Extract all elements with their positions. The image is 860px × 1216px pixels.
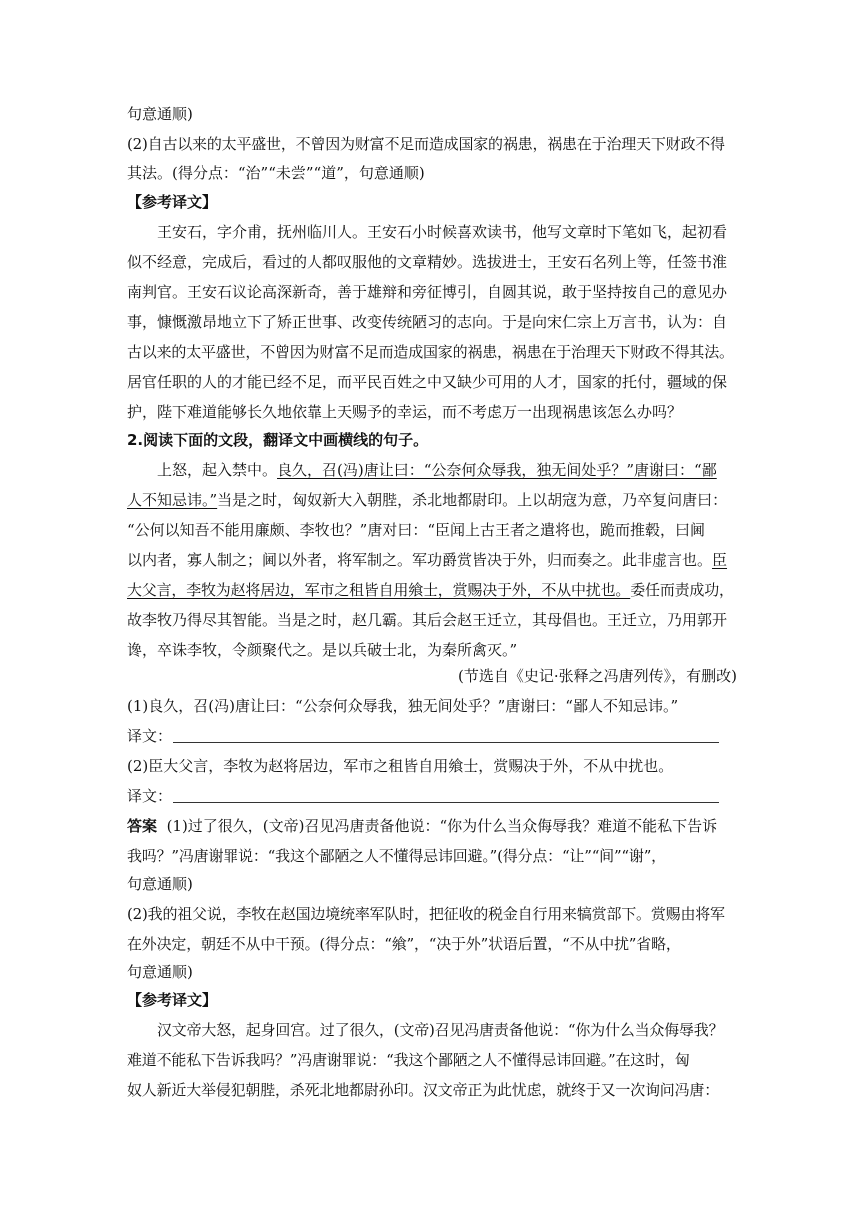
answer-label: 答案	[127, 817, 158, 835]
answer-line: 在外决定，朝廷不从中干预。(得分点：“飨”，“决于外”状语后置，“不从中扰”省略，	[127, 935, 681, 953]
passage-source-citation: (节选自《史记·张释之冯唐列传》，有删改)	[458, 667, 737, 685]
passage-text: 以内者，寡人制之；阃以外者，将军制之。军功爵赏皆决于外，归而奏之。此非虚言也。	[127, 551, 713, 569]
section-heading-reference-translation: 【参考译文】	[127, 991, 218, 1009]
section-heading-reference-translation: 【参考译文】	[127, 193, 218, 211]
answer-2-line-2: 其法。(得分点：“治”“未尝”“道”，句意通顺)	[127, 164, 425, 182]
classical-passage-line: “公何以知吾不能用廉颇、李牧也？”唐对曰：“臣闻上古王者之遣将也，跪而推毂，曰阃	[127, 521, 706, 539]
underlined-sentence-2: 臣	[712, 551, 728, 569]
passage-text: 委任而责成功，	[630, 581, 734, 599]
classical-passage-line	[127, 580, 734, 600]
question-2-heading: 2.阅读下面的文段，翻译文中画横线的句子。	[127, 431, 429, 449]
classical-passage-line	[127, 550, 727, 570]
classical-passage-line: 故李牧乃得尽其智能。当是之时，赵几霸。其后会赵王迁立，其母倡也。王迁立，乃用郭开	[127, 611, 728, 629]
translation-paragraph-line: 王安石，字介甫，抚州临川人。王安石小时候喜欢读书，他写文章时下笔如飞，起初看	[157, 223, 728, 241]
classical-passage-line	[157, 460, 717, 480]
answer-line: 句意通顺)	[127, 963, 193, 981]
translation-paragraph-line: 汉文帝大怒，起身回宫。过了很久，(文帝)召见冯唐责备他说：“你为什么当众侮辱我？	[157, 1021, 724, 1039]
underlined-sentence-1: 良久，召(冯)唐让曰：“公奈何众辱我，独无间处乎？”唐谢曰：“鄙	[277, 461, 717, 479]
underlined-sentence-1-end: 人不知忌讳。”	[127, 491, 218, 509]
answer-line: 我吗？”冯唐谢罪说：“我这个鄙陋之人不懂得忌讳回避。”(得分点：“让”“间”“谢”，	[127, 847, 666, 865]
translation-paragraph-line: 居官任职的人的才能已经不足，而平民百姓之中又缺少可用的人才，国家的托付，疆域的保	[127, 373, 728, 391]
answer-blank-line-2	[173, 802, 719, 803]
classical-passage-line: 谗，卒诛李牧，令颜聚代之。是以兵破士北，为秦所禽灭。”	[127, 641, 518, 659]
sentence-2-prompt: (2)臣大父言，李牧为赵将居边，军市之租皆自用飨士，赏赐决于外，不从中扰也。	[127, 757, 674, 775]
passage-text: 当是之时，匈奴新大入朝䏶，杀北地都尉印。上以胡寇为意，乃卒复问唐曰：	[217, 491, 728, 509]
answer-line: (2)我的祖父说，李牧在赵国边境统率军队时，把征收的税金自行用来犒赏部下。赏赐由将军	[127, 905, 725, 923]
answer-continuation-line: 句意通顺)	[127, 105, 193, 123]
translation-paragraph-line: 难道不能私下告诉我吗？”冯唐谢罪说：“我这个鄙陋之人不懂得忌讳回避。”在这时，匈	[127, 1051, 690, 1069]
passage-text: 上怒，起入禁中。	[157, 461, 278, 479]
translation-paragraph-line: 事，慷慨激昂地立下了矫正世事、改变传统陋习的志向。于是向宋仁宗上万言书，认为：自	[127, 313, 728, 331]
translation-paragraph-line: 护，陛下难道能够长久地依靠上天赐予的幸运，而不考虑万一出现祸患该怎么办吗？	[127, 403, 683, 421]
answer-line	[127, 816, 717, 836]
answer-blank-line-1	[173, 742, 719, 743]
translation-paragraph-line: 奴人新近大举侵犯朝䏶，杀死北地都尉孙印。汉文帝正为此忧虑，就终于又一次询问冯唐：	[127, 1081, 720, 1099]
answer-text: (1)过了很久，(文帝)召见冯唐责备他说：“你为什么当众侮辱我？难道不能私下告诉	[166, 817, 718, 835]
answer-2-line-1: (2)自古以来的太平盛世，不曾因为财富不足而造成国家的祸患，祸患在于治理天下财政不得	[127, 135, 725, 153]
translation-paragraph-line: 古以来的太平盛世，不曾因为财富不足而造成国家的祸患，祸患在于治理天下财政不得其法。	[127, 343, 734, 361]
classical-passage-line	[127, 490, 727, 510]
translation-paragraph-line: 似不经意，完成后，看过的人都叹服他的文章精妙。选拔进士，王安石名列上等，任签书淮	[127, 253, 728, 271]
translation-paragraph-line: 南判官。王安石议论高深新奇，善于雄辩和旁征博引，自圆其说，敢于坚持按自己的意见办	[127, 283, 728, 301]
underlined-sentence-2-end: 大父言，李牧为赵将居边，军市之租皆自用飨士，赏赐决于外，不从中扰也。	[127, 581, 631, 599]
translation-label-1: 译文：	[127, 727, 173, 745]
sentence-1-prompt: (1)良久，召(冯)唐让曰：“公奈何众辱我，独无间处乎？”唐谢曰：“鄙人不知忌讳。”	[127, 697, 679, 715]
answer-line: 句意通顺)	[127, 875, 193, 893]
translation-label-2: 译文：	[127, 787, 173, 805]
